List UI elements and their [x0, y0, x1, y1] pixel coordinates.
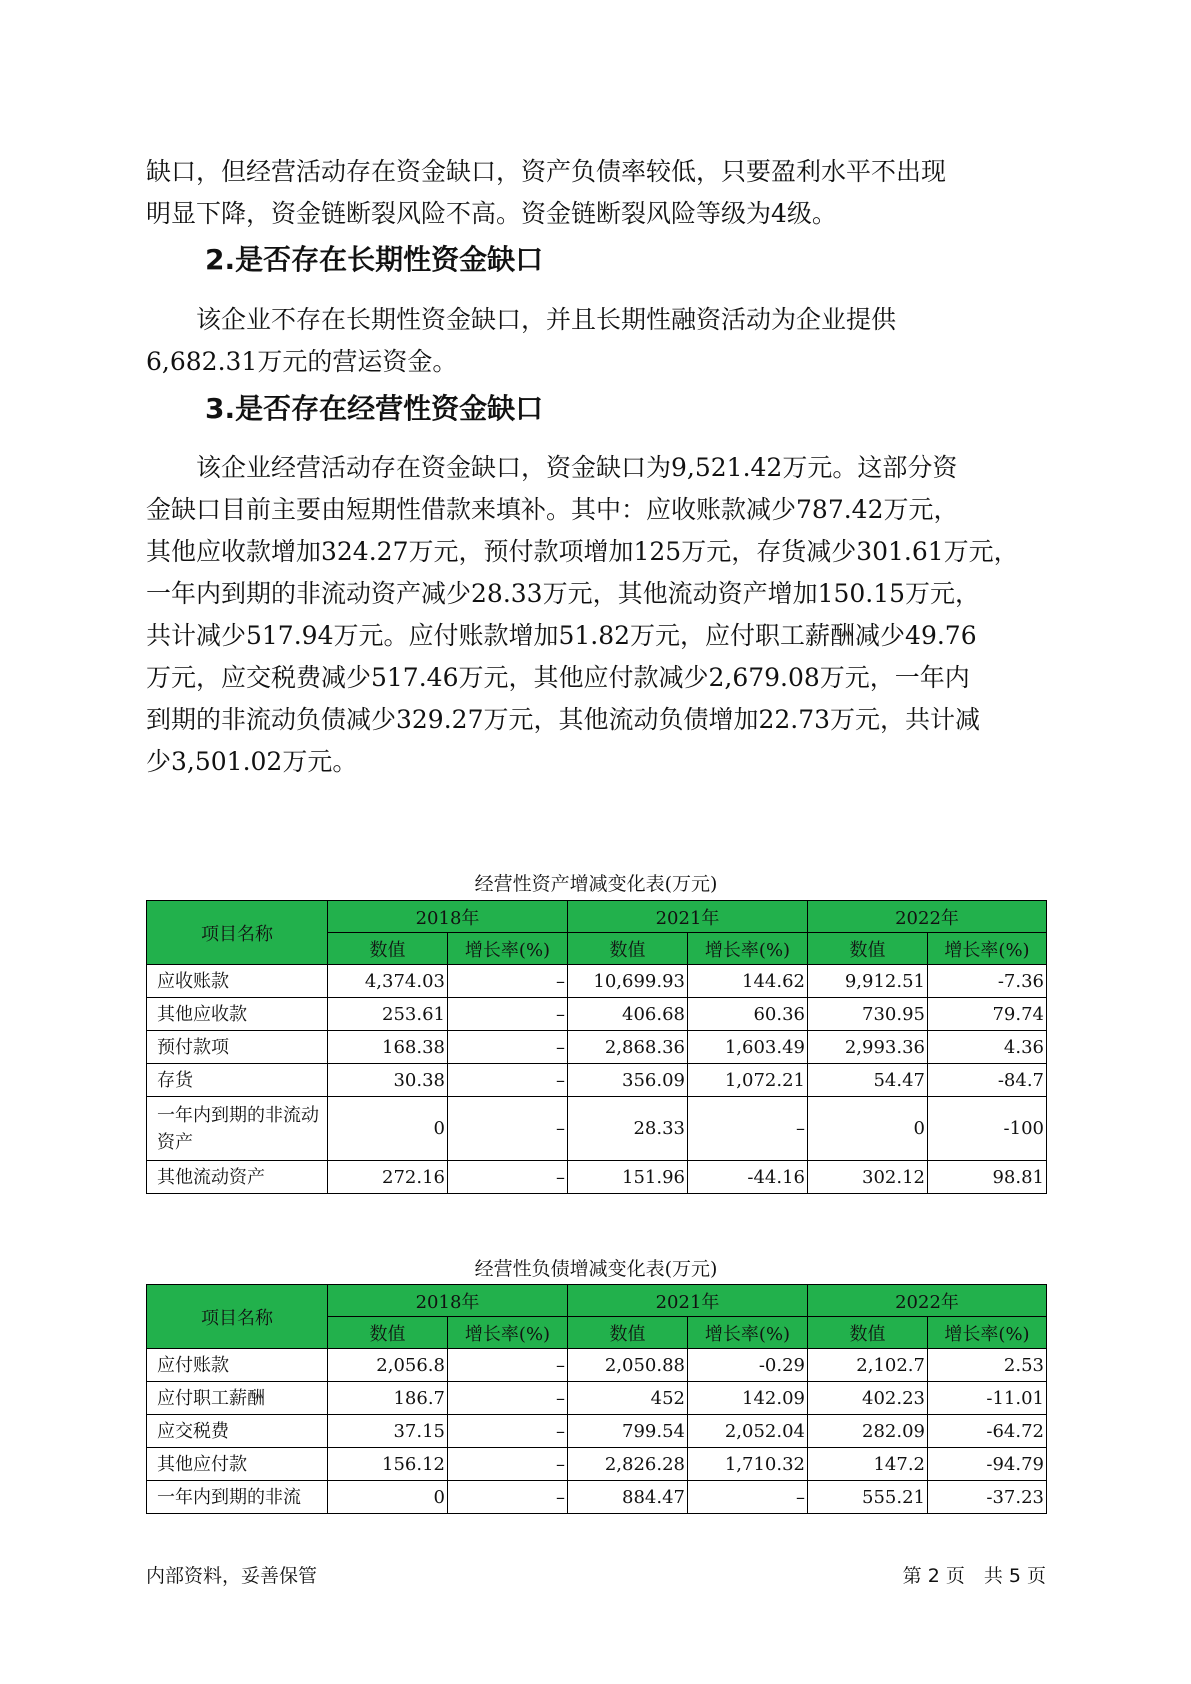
growth-cell: -7.36	[928, 965, 1047, 998]
growth-cell: -100	[928, 1097, 1047, 1161]
text-line: 其他应收款增加324.27万元，预付款项增加125万元，存货减少301.61万元，	[146, 537, 1019, 566]
growth-cell: 144.62	[688, 965, 808, 998]
text-line: 缺口，但经营活动存在资金缺口，资产负债率较低，只要盈利水平不出现	[146, 157, 947, 186]
header-growth: 增长率(%)	[448, 1317, 568, 1349]
table-row	[147, 1415, 1047, 1448]
value-cell: 302.12	[808, 1161, 928, 1194]
text-line: 6,682.31万元的营运资金。	[146, 347, 458, 376]
header-value: 数值	[808, 1317, 928, 1349]
header-growth: 增长率(%)	[448, 933, 568, 965]
growth-cell: –	[448, 965, 568, 998]
growth-cell: 2,052.04	[688, 1415, 808, 1448]
growth-cell: –	[448, 1448, 568, 1481]
value-cell: 168.38	[328, 1031, 448, 1064]
value-cell: 282.09	[808, 1415, 928, 1448]
header-year-2022: 2022年	[808, 1285, 1047, 1317]
value-cell: 452	[568, 1382, 688, 1415]
growth-cell: 1,710.32	[688, 1448, 808, 1481]
growth-cell: –	[448, 1382, 568, 1415]
growth-cell: -64.72	[928, 1415, 1047, 1448]
growth-cell: -11.01	[928, 1382, 1047, 1415]
asset-table-caption: 经营性资产增减变化表(万元)	[474, 873, 718, 895]
value-cell: 9,912.51	[808, 965, 928, 998]
growth-cell: –	[448, 1161, 568, 1194]
row-label: 应付账款	[147, 1349, 328, 1382]
growth-cell: -94.79	[928, 1448, 1047, 1481]
value-cell: 2,056.8	[328, 1349, 448, 1382]
growth-cell: –	[448, 1349, 568, 1382]
text-line: 一年内到期的非流动资产减少28.33万元，其他流动资产增加150.15万元，	[146, 579, 981, 608]
value-cell: 2,826.28	[568, 1448, 688, 1481]
value-cell: 151.96	[568, 1161, 688, 1194]
table-row	[147, 965, 1047, 998]
value-cell: 10,699.93	[568, 965, 688, 998]
liability-table	[146, 1284, 1047, 1514]
footer-confidential: 内部资料，妥善保管	[146, 1565, 318, 1587]
long-term-paragraph	[146, 299, 1046, 383]
value-cell: 28.33	[568, 1097, 688, 1161]
row-label: 一年内到期的非流	[147, 1481, 328, 1514]
value-cell: 0	[808, 1097, 928, 1161]
table-row	[147, 998, 1047, 1031]
header-value: 数值	[568, 933, 688, 965]
growth-cell: 2.53	[928, 1349, 1047, 1382]
value-cell: 884.47	[568, 1481, 688, 1514]
asset-table-body	[147, 965, 1047, 1194]
table-row	[147, 1064, 1047, 1097]
growth-cell: –	[688, 1481, 808, 1514]
value-cell: 2,993.36	[808, 1031, 928, 1064]
text-line: 金缺口目前主要由短期性借款来填补。其中：应收账款减少787.42万元，	[146, 495, 959, 524]
value-cell: 402.23	[808, 1382, 928, 1415]
header-year-2018: 2018年	[328, 1285, 568, 1317]
text-line: 明显下降，资金链断裂风险不高。资金链断裂风险等级为4级。	[146, 199, 837, 228]
table-row	[147, 1031, 1047, 1064]
value-cell: 2,102.7	[808, 1349, 928, 1382]
row-label: 应付职工薪酬	[147, 1382, 328, 1415]
text-line: 该企业经营活动存在资金缺口，资金缺口为9,521.42万元。这部分资	[146, 453, 958, 482]
operating-paragraph	[146, 447, 1046, 783]
growth-cell: –	[688, 1097, 808, 1161]
row-label: 存货	[147, 1064, 328, 1097]
value-cell: 406.68	[568, 998, 688, 1031]
row-label: 其他流动资产	[147, 1161, 328, 1194]
header-item-name: 项目名称	[147, 1285, 328, 1349]
table-row	[147, 1349, 1047, 1382]
value-cell: 2,050.88	[568, 1349, 688, 1382]
text-line: 少3,501.02万元。	[146, 747, 358, 776]
table-row	[147, 1097, 1047, 1161]
value-cell: 730.95	[808, 998, 928, 1031]
text-line: 万元，应交税费减少517.46万元，其他应付款减少2,679.08万元，一年内	[146, 663, 970, 692]
header-year-2022: 2022年	[808, 901, 1047, 933]
table-row	[147, 1161, 1047, 1194]
value-cell: 147.2	[808, 1448, 928, 1481]
row-label: 预付款项	[147, 1031, 328, 1064]
growth-cell: -44.16	[688, 1161, 808, 1194]
header-growth: 增长率(%)	[928, 1317, 1047, 1349]
growth-cell: 79.74	[928, 998, 1047, 1031]
header-value: 数值	[328, 1317, 448, 1349]
section-heading-operating-gap: 3.是否存在经营性资金缺口	[205, 392, 544, 425]
value-cell: 0	[328, 1097, 448, 1161]
text-line: 该企业不存在长期性资金缺口，并且长期性融资活动为企业提供	[146, 305, 897, 334]
growth-cell: –	[448, 1415, 568, 1448]
intro-paragraph	[146, 151, 1046, 235]
value-cell: 356.09	[568, 1064, 688, 1097]
table-row	[147, 1382, 1047, 1415]
value-cell: 555.21	[808, 1481, 928, 1514]
growth-cell: –	[448, 998, 568, 1031]
header-item-name: 项目名称	[147, 901, 328, 965]
row-label: 应交税费	[147, 1415, 328, 1448]
header-growth: 增长率(%)	[688, 933, 808, 965]
value-cell: 30.38	[328, 1064, 448, 1097]
row-label: 其他应收款	[147, 998, 328, 1031]
value-cell: 54.47	[808, 1064, 928, 1097]
growth-cell: 60.36	[688, 998, 808, 1031]
value-cell: 2,868.36	[568, 1031, 688, 1064]
value-cell: 4,374.03	[328, 965, 448, 998]
text-line: 共计减少517.94万元。应付账款增加51.82万元，应付职工薪酬减少49.76	[146, 621, 977, 650]
growth-cell: 142.09	[688, 1382, 808, 1415]
table-row	[147, 1448, 1047, 1481]
growth-cell: -37.23	[928, 1481, 1047, 1514]
growth-cell: -84.7	[928, 1064, 1047, 1097]
text-line: 到期的非流动负债减少329.27万元，其他流动负债增加22.73万元，共计减	[146, 705, 981, 734]
value-cell: 272.16	[328, 1161, 448, 1194]
header-value: 数值	[568, 1317, 688, 1349]
row-label: 一年内到期的非流动资产	[147, 1097, 328, 1161]
growth-cell: 1,603.49	[688, 1031, 808, 1064]
growth-cell: –	[448, 1481, 568, 1514]
growth-cell: 1,072.21	[688, 1064, 808, 1097]
value-cell: 253.61	[328, 998, 448, 1031]
header-growth: 增长率(%)	[928, 933, 1047, 965]
growth-cell: 4.36	[928, 1031, 1047, 1064]
header-year-2018: 2018年	[328, 901, 568, 933]
asset-table	[146, 900, 1047, 1194]
row-label: 其他应付款	[147, 1448, 328, 1481]
growth-cell: –	[448, 1097, 568, 1161]
footer-page-number: 第 2 页 共 5 页	[902, 1565, 1046, 1587]
header-year-2021: 2021年	[568, 1285, 808, 1317]
header-value: 数值	[808, 933, 928, 965]
value-cell: 0	[328, 1481, 448, 1514]
header-growth: 增长率(%)	[688, 1317, 808, 1349]
header-value: 数值	[328, 933, 448, 965]
row-label: 应收账款	[147, 965, 328, 998]
table-row	[147, 1481, 1047, 1514]
liability-table-body	[147, 1349, 1047, 1514]
value-cell: 799.54	[568, 1415, 688, 1448]
section-heading-long-term-gap: 2.是否存在长期性资金缺口	[205, 243, 544, 276]
value-cell: 186.7	[328, 1382, 448, 1415]
growth-cell: –	[448, 1064, 568, 1097]
liability-table-caption: 经营性负债增减变化表(万元)	[474, 1258, 718, 1280]
growth-cell: –	[448, 1031, 568, 1064]
value-cell: 156.12	[328, 1448, 448, 1481]
growth-cell: 98.81	[928, 1161, 1047, 1194]
growth-cell: -0.29	[688, 1349, 808, 1382]
header-year-2021: 2021年	[568, 901, 808, 933]
value-cell: 37.15	[328, 1415, 448, 1448]
